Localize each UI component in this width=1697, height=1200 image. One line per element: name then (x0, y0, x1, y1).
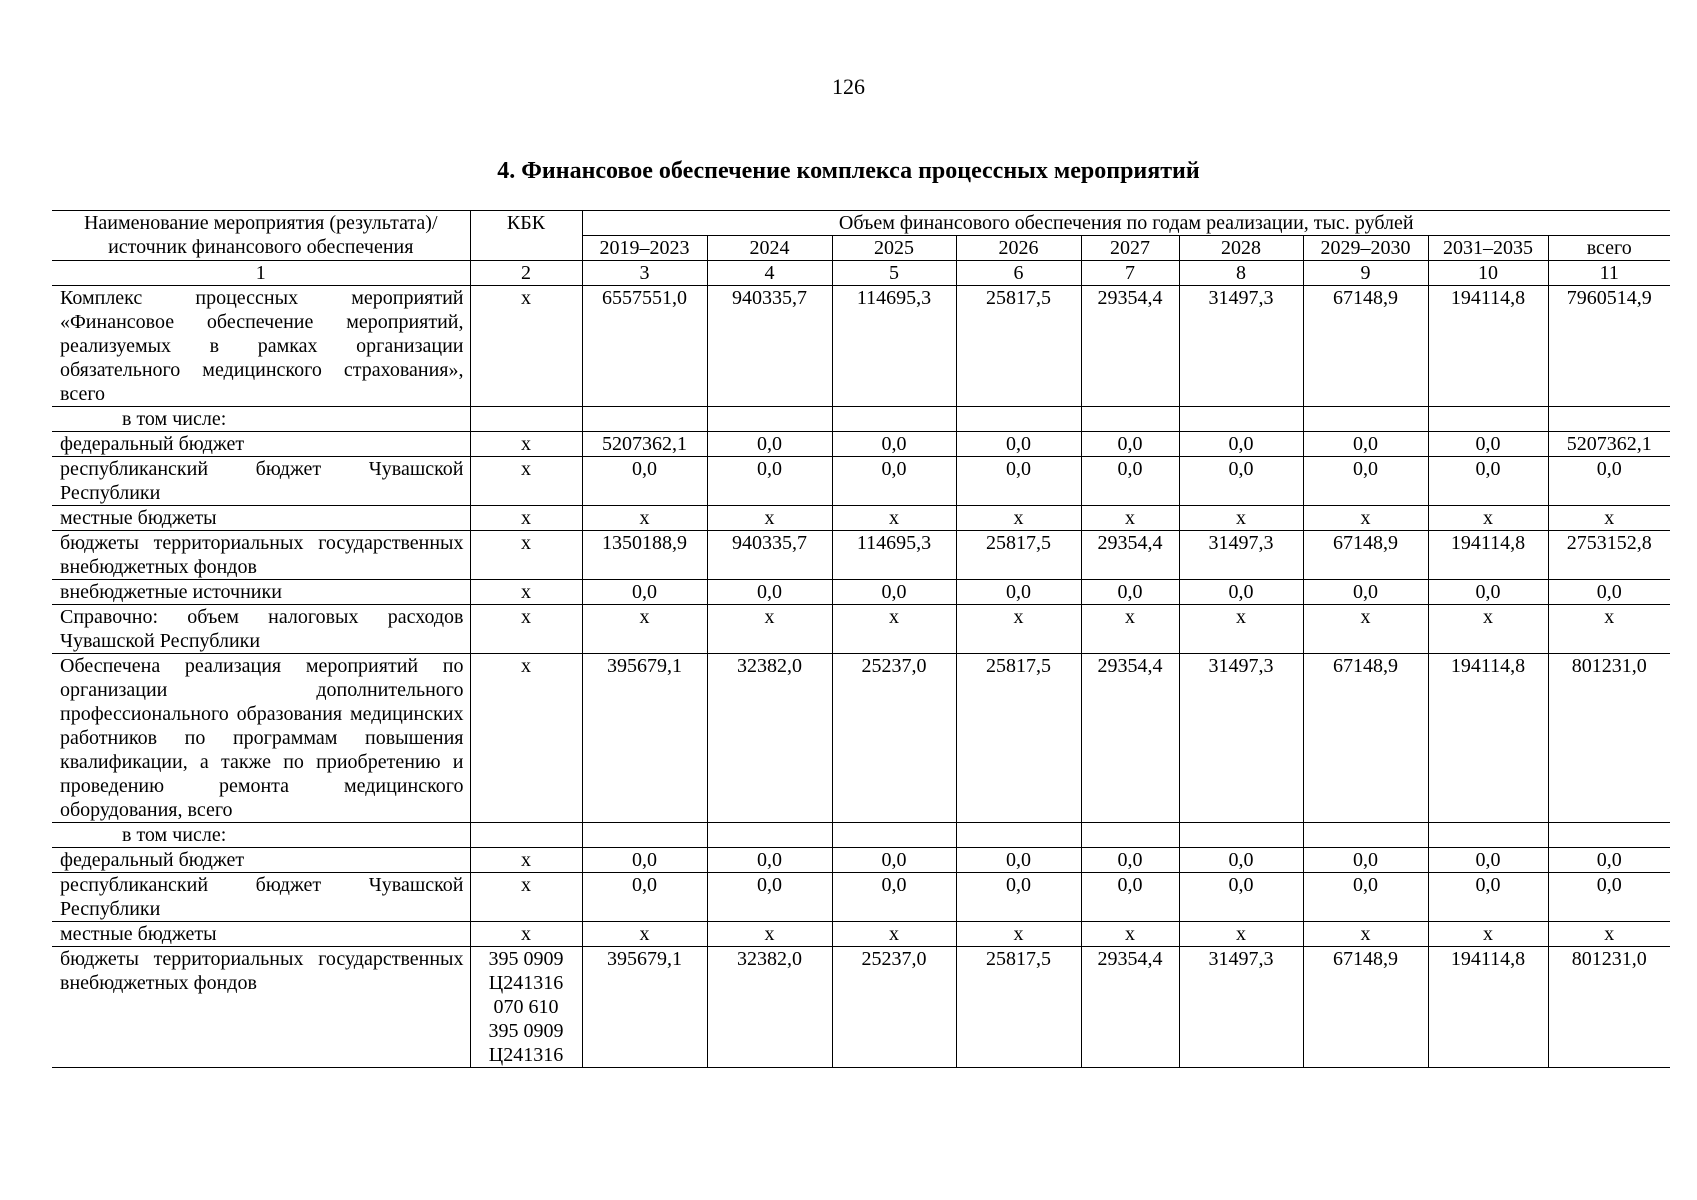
row-value: 194114,8 (1428, 947, 1548, 1068)
row-value (1179, 823, 1303, 848)
row-value: 31497,3 (1179, 286, 1303, 407)
row-value: 0,0 (1428, 457, 1548, 506)
row-name: местные бюджеты (52, 922, 470, 947)
row-value: 940335,7 (707, 531, 832, 580)
row-value: х (1081, 506, 1179, 531)
row-kbk: х (470, 531, 582, 580)
table-row (52, 654, 1670, 823)
row-value: 194114,8 (1428, 286, 1548, 407)
row-value: 0,0 (1303, 873, 1428, 922)
row-value: 0,0 (832, 848, 956, 873)
row-value: х (832, 605, 956, 654)
header-year: 2028 (1179, 236, 1303, 261)
column-number: 8 (1179, 261, 1303, 286)
header-name: Наименование мероприятия (результата)/ источник финансового обеспечения (52, 211, 470, 261)
row-value: 0,0 (1548, 457, 1670, 506)
row-value: х (1548, 506, 1670, 531)
row-value: х (1179, 922, 1303, 947)
row-value: х (1303, 922, 1428, 947)
row-value (582, 823, 707, 848)
row-value: х (1428, 922, 1548, 947)
column-number: 2 (470, 261, 582, 286)
row-value: х (832, 506, 956, 531)
row-value: х (582, 506, 707, 531)
row-value: 0,0 (1428, 848, 1548, 873)
header-year: 2019–2023 (582, 236, 707, 261)
row-value: х (1548, 922, 1670, 947)
row-value (1081, 407, 1179, 432)
table-row (52, 580, 1670, 605)
row-value: 25237,0 (832, 654, 956, 823)
row-value: х (1081, 922, 1179, 947)
row-name: Обеспечена реализация мероприятий по организации дополнительного профессионального образования медицинских работников по программам повышения квалификации, а также по приобретению и проведению ремонта медицинского оборудования, всего (52, 654, 470, 823)
row-name: местные бюджеты (52, 506, 470, 531)
row-value: 29354,4 (1081, 947, 1179, 1068)
row-value: 0,0 (956, 873, 1081, 922)
header-year: всего (1548, 236, 1670, 261)
header-year: 2025 (832, 236, 956, 261)
row-value: 0,0 (956, 457, 1081, 506)
row-value: х (707, 922, 832, 947)
header-year: 2031–2035 (1428, 236, 1548, 261)
row-value: 5207362,1 (1548, 432, 1670, 457)
row-value: 194114,8 (1428, 531, 1548, 580)
row-value: 0,0 (707, 580, 832, 605)
row-kbk: х (470, 848, 582, 873)
row-name: Комплекс процессных мероприятий «Финансовое обеспечение мероприятий, реализуемых в рамках организации обязательного медицинского страхования», всего (52, 286, 470, 407)
row-value: 0,0 (956, 432, 1081, 457)
row-value: 0,0 (1081, 873, 1179, 922)
table-body (52, 211, 1670, 1068)
column-number: 11 (1548, 261, 1670, 286)
table-row (52, 506, 1670, 531)
row-value: 67148,9 (1303, 947, 1428, 1068)
row-value: 2753152,8 (1548, 531, 1670, 580)
row-value (1179, 407, 1303, 432)
row-value: 25817,5 (956, 531, 1081, 580)
row-value: 25237,0 (832, 947, 956, 1068)
row-value: 0,0 (1548, 848, 1670, 873)
row-value (582, 407, 707, 432)
row-value: 0,0 (1303, 457, 1428, 506)
row-value: х (1179, 605, 1303, 654)
row-value (956, 823, 1081, 848)
column-number: 9 (1303, 261, 1428, 286)
row-value: 6557551,0 (582, 286, 707, 407)
header-row-numbers (52, 261, 1670, 286)
table-row (52, 823, 1670, 848)
header-year: 2024 (707, 236, 832, 261)
row-kbk (470, 407, 582, 432)
page-number: 126 (832, 74, 865, 99)
row-kbk: х (470, 580, 582, 605)
row-kbk: х (470, 457, 582, 506)
row-value: 31497,3 (1179, 654, 1303, 823)
row-value: 194114,8 (1428, 654, 1548, 823)
row-value: 0,0 (582, 457, 707, 506)
column-number: 3 (582, 261, 707, 286)
row-kbk: х (470, 922, 582, 947)
header-year: 2029–2030 (1303, 236, 1428, 261)
financing-table (52, 210, 1670, 1068)
column-number: 5 (832, 261, 956, 286)
table-row (52, 605, 1670, 654)
table-row (52, 457, 1670, 506)
row-value: 0,0 (582, 580, 707, 605)
row-value: 25817,5 (956, 654, 1081, 823)
row-value (832, 823, 956, 848)
row-value: 25817,5 (956, 286, 1081, 407)
row-value (956, 407, 1081, 432)
column-number: 7 (1081, 261, 1179, 286)
row-value: 0,0 (832, 457, 956, 506)
table-row (52, 432, 1670, 457)
row-name: республиканский бюджет Чувашской Республики (52, 873, 470, 922)
row-name: федеральный бюджет (52, 848, 470, 873)
row-name: федеральный бюджет (52, 432, 470, 457)
row-value: 395679,1 (582, 654, 707, 823)
header-year: 2026 (956, 236, 1081, 261)
row-value (1303, 407, 1428, 432)
table-row (52, 922, 1670, 947)
row-value: 0,0 (1548, 580, 1670, 605)
row-value: 0,0 (1179, 580, 1303, 605)
row-value: 25817,5 (956, 947, 1081, 1068)
row-value: 29354,4 (1081, 286, 1179, 407)
row-value: 114695,3 (832, 286, 956, 407)
row-value: 31497,3 (1179, 531, 1303, 580)
row-value: х (1548, 605, 1670, 654)
row-value: х (1303, 506, 1428, 531)
column-number: 10 (1428, 261, 1548, 286)
row-value (1428, 407, 1548, 432)
row-value: 32382,0 (707, 654, 832, 823)
row-name: Справочно: объем налоговых расходов Чувашской Республики (52, 605, 470, 654)
row-kbk: х (470, 506, 582, 531)
row-value: 0,0 (956, 848, 1081, 873)
row-value: 5207362,1 (582, 432, 707, 457)
row-value (1548, 407, 1670, 432)
table-row (52, 531, 1670, 580)
row-name: бюджеты территориальных государственных внебюджетных фондов (52, 947, 470, 1068)
row-value: 0,0 (1179, 848, 1303, 873)
row-value: 801231,0 (1548, 947, 1670, 1068)
row-value: х (707, 605, 832, 654)
row-value: 0,0 (1428, 873, 1548, 922)
row-value: х (956, 506, 1081, 531)
row-value: 67148,9 (1303, 654, 1428, 823)
row-value: 31497,3 (1179, 947, 1303, 1068)
row-value: 0,0 (707, 457, 832, 506)
row-name: республиканский бюджет Чувашской Республики (52, 457, 470, 506)
row-kbk: х (470, 605, 582, 654)
row-kbk (470, 823, 582, 848)
column-number: 1 (52, 261, 470, 286)
row-value (707, 407, 832, 432)
document-title: 4. Финансовое обеспечение комплекса процессных мероприятий (497, 158, 1200, 184)
row-value: 67148,9 (1303, 286, 1428, 407)
row-value: 114695,3 (832, 531, 956, 580)
row-value: 29354,4 (1081, 531, 1179, 580)
row-value (707, 823, 832, 848)
row-value: 0,0 (707, 432, 832, 457)
row-value: 0,0 (707, 848, 832, 873)
row-value: х (832, 922, 956, 947)
row-value (1428, 823, 1548, 848)
header-year: 2027 (1081, 236, 1179, 261)
row-value: 0,0 (1428, 432, 1548, 457)
row-value: 0,0 (1179, 457, 1303, 506)
row-value: х (1428, 605, 1548, 654)
table-row (52, 873, 1670, 922)
row-value: х (956, 605, 1081, 654)
table-row (52, 947, 1670, 1068)
row-value: 0,0 (1303, 848, 1428, 873)
header-kbk: КБК (470, 211, 582, 261)
row-value (832, 407, 956, 432)
row-value: 0,0 (1081, 457, 1179, 506)
header-row-top (52, 211, 1670, 236)
row-value: х (582, 922, 707, 947)
row-name: внебюджетные источники (52, 580, 470, 605)
row-value: 940335,7 (707, 286, 832, 407)
row-value: х (1303, 605, 1428, 654)
row-value: 7960514,9 (1548, 286, 1670, 407)
row-kbk: х (470, 654, 582, 823)
row-value: 0,0 (832, 873, 956, 922)
row-value: 395679,1 (582, 947, 707, 1068)
row-value: 0,0 (1179, 432, 1303, 457)
row-value: х (582, 605, 707, 654)
row-value (1303, 823, 1428, 848)
row-value (1548, 823, 1670, 848)
row-value: 0,0 (1081, 580, 1179, 605)
row-kbk: х (470, 873, 582, 922)
row-value: 32382,0 (707, 947, 832, 1068)
column-number: 6 (956, 261, 1081, 286)
header-volume: Объем финансового обеспечения по годам реализации, тыс. рублей (582, 211, 1670, 236)
row-value: 0,0 (1303, 432, 1428, 457)
row-value: х (1428, 506, 1548, 531)
row-value: х (1081, 605, 1179, 654)
table-row (52, 848, 1670, 873)
row-name: в том числе: (52, 823, 470, 848)
row-value: 0,0 (1081, 432, 1179, 457)
row-value: 0,0 (1428, 580, 1548, 605)
row-kbk: х (470, 286, 582, 407)
row-value: х (956, 922, 1081, 947)
row-value: 0,0 (707, 873, 832, 922)
table-row (52, 286, 1670, 407)
row-value: 801231,0 (1548, 654, 1670, 823)
column-number: 4 (707, 261, 832, 286)
row-value: х (1179, 506, 1303, 531)
row-name: в том числе: (52, 407, 470, 432)
row-value (1081, 823, 1179, 848)
row-kbk: 395 0909 Ц241316 070 610 395 0909 Ц241316 (470, 947, 582, 1068)
row-value: 0,0 (1548, 873, 1670, 922)
row-kbk: х (470, 432, 582, 457)
row-value: х (707, 506, 832, 531)
row-value: 0,0 (582, 873, 707, 922)
row-value: 0,0 (1303, 580, 1428, 605)
row-value: 0,0 (582, 848, 707, 873)
row-value: 1350188,9 (582, 531, 707, 580)
row-value: 0,0 (832, 432, 956, 457)
row-value: 0,0 (1179, 873, 1303, 922)
row-value: 0,0 (956, 580, 1081, 605)
row-name: бюджеты территориальных государственных внебюджетных фондов (52, 531, 470, 580)
row-value: 67148,9 (1303, 531, 1428, 580)
table-row (52, 407, 1670, 432)
row-value: 29354,4 (1081, 654, 1179, 823)
row-value: 0,0 (832, 580, 956, 605)
row-value: 0,0 (1081, 848, 1179, 873)
